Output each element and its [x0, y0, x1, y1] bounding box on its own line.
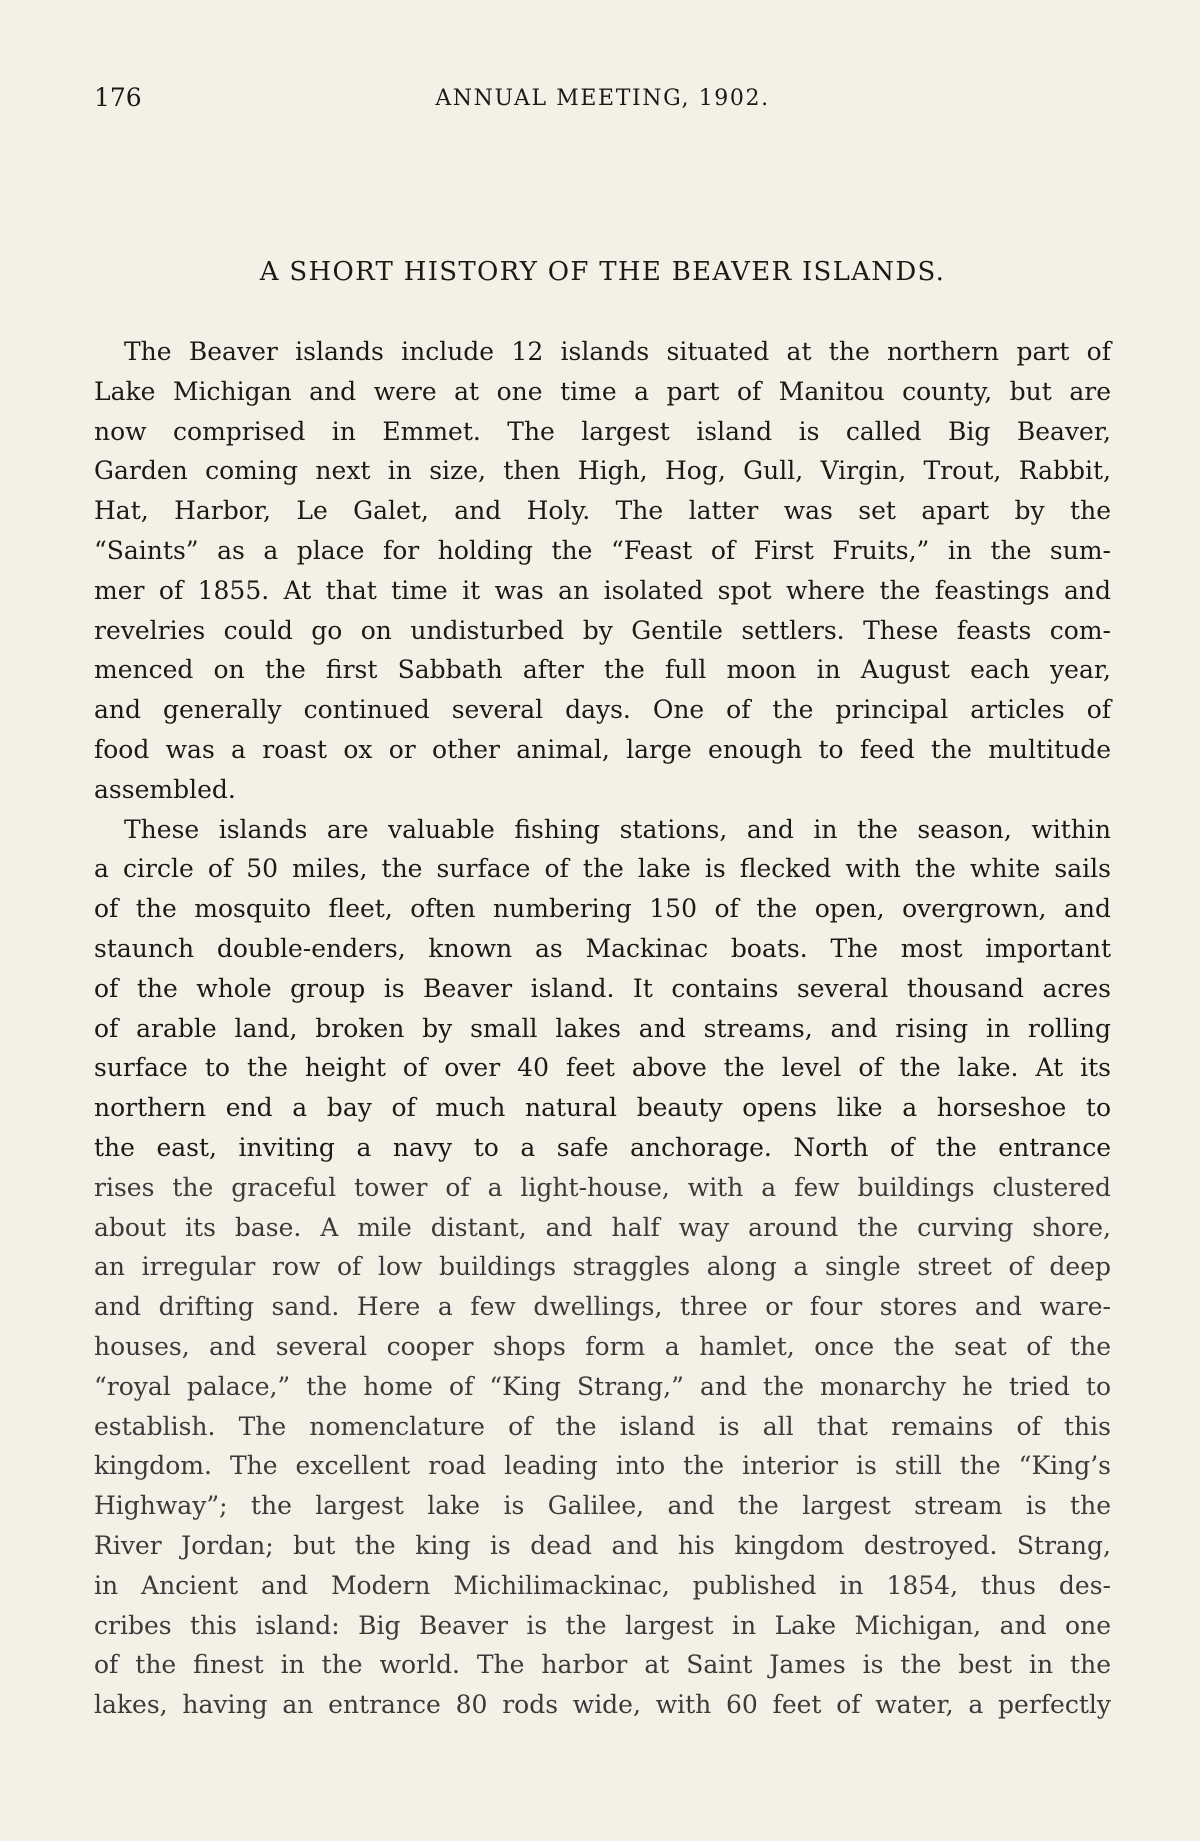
page-number: 176 [94, 83, 142, 112]
text-line: cribes this island: Big Beaver is the largest in Lake Michigan, and one [94, 1610, 1111, 1640]
text-line: about its base. A mile distant, and half way around the curving shore, [94, 1212, 1111, 1242]
text-line: establish. The nomenclature of the island is all that remains of this [94, 1411, 1111, 1441]
text-line: and drifting sand. Here a few dwellings, three or four stores and ware- [94, 1292, 1111, 1322]
text-line: “Saints” as a place for holding the “Feast of First Fruits,” in the sum- [94, 535, 1111, 565]
text-line: kingdom. The excellent road leading into the interior is still the “King’s [94, 1451, 1111, 1481]
text-line: Hat, Harbor, Le Galet, and Holy. The latter was set apart by the [94, 496, 1111, 526]
article-title: A SHORT HISTORY OF THE BEAVER ISLANDS. [259, 257, 946, 287]
text-line: revelries could go on undisturbed by Gentile settlers. These feasts com- [94, 615, 1111, 645]
text-line: staunch double-enders, known as Mackinac boats. The most important [94, 933, 1111, 963]
text-line: surface to the height of over 40 feet above the level of the lake. At its [94, 1053, 1111, 1083]
text-line: mer of 1855. At that time it was an isolated spot where the feastings and [94, 575, 1111, 605]
paragraph [94, 332, 1111, 810]
text-line: The Beaver islands include 12 islands situated at the northern part of [124, 337, 1111, 366]
running-head [94, 83, 1111, 117]
text-line: River Jordan; but the king is dead and his kingdom destroyed. Strang, [94, 1530, 1111, 1560]
text-line: a circle of 50 miles, the surface of the lake is flecked with the white sails [94, 854, 1111, 884]
text-line: northern end a bay of much natural beauty opens like a horseshoe to [94, 1093, 1111, 1123]
text-line: assembled. [94, 774, 236, 804]
running-title: ANNUAL MEETING, 1902. [435, 86, 770, 111]
text-line: now comprised in Emmet. The largest island is called Big Beaver, [94, 416, 1111, 446]
text-line: of the finest in the world. The harbor at Saint James is the best in the [94, 1650, 1111, 1680]
text-line: the east, inviting a navy to a safe anchorage. North of the entrance [94, 1132, 1111, 1162]
text-line: Lake Michigan and were at one time a part of Manitou county, but are [94, 376, 1111, 406]
text-line: Garden coming next in size, then High, Hog, Gull, Virgin, Trout, Rabbit, [94, 456, 1111, 486]
text-line: an irregular row of low buildings straggles along a single street of deep [94, 1252, 1111, 1282]
text-line: menced on the first Sabbath after the full moon in August each year, [94, 655, 1111, 685]
text-line: and generally continued several days. One of the principal articles of [94, 695, 1111, 725]
text-line: of arable land, broken by small lakes and streams, and rising in rolling [94, 1013, 1111, 1043]
text-line: “royal palace,” the home of “King Strang,” and the monarchy he tried to [94, 1371, 1111, 1401]
text-line: These islands are valuable fishing stations, and in the season, within [124, 814, 1111, 844]
text-line: Highway”; the largest lake is Galilee, and the largest stream is the [94, 1491, 1111, 1521]
text-line: of the whole group is Beaver island. It contains several thousand acres [94, 973, 1111, 1003]
text-line: rises the graceful tower of a light-house, with a few buildings clustered [94, 1172, 1111, 1202]
text-line: in Ancient and Modern Michilimackinac, published in 1854, thus des- [94, 1570, 1111, 1600]
text-line: of the mosquito fleet, often numbering 150 of the open, overgrown, and [94, 894, 1111, 924]
article-body [94, 332, 1111, 1725]
text-line: food was a roast ox or other animal, large enough to feed the multitude [94, 734, 1111, 764]
text-line: houses, and several cooper shops form a hamlet, once the seat of the [94, 1331, 1111, 1361]
text-line: lakes, having an entrance 80 rods wide, with 60 feet of water, a perfectly [94, 1690, 1111, 1720]
paragraph [94, 810, 1111, 1725]
